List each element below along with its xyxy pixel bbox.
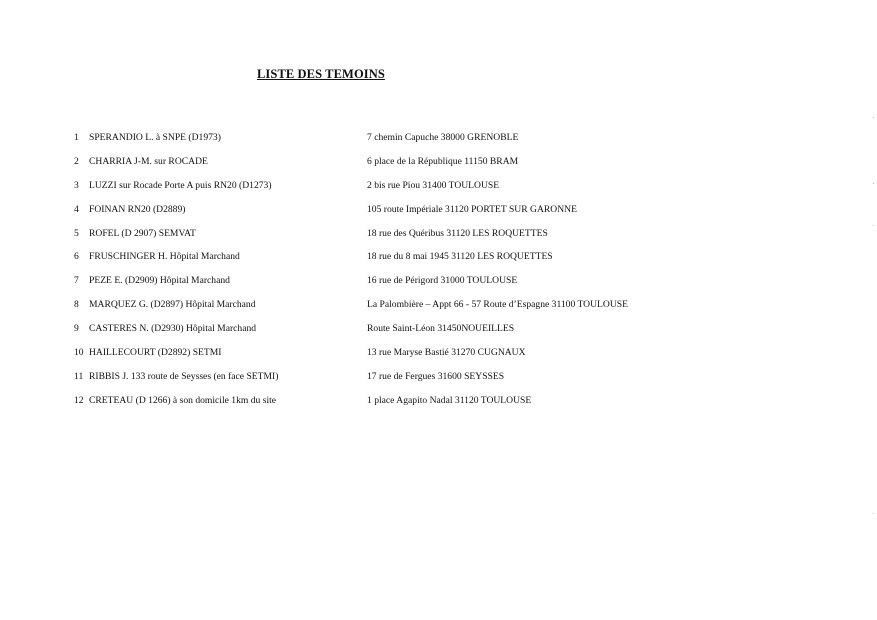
witness-row bbox=[0, 371, 877, 395]
witness-address: Route Saint-Léon 31450NOUEILLES bbox=[367, 323, 515, 335]
witness-address: 6 place de la République 11150 BRAM bbox=[367, 155, 519, 167]
witness-name: CHARRIA J-M. sur ROCADE bbox=[89, 155, 208, 167]
witness-row bbox=[0, 180, 877, 204]
witness-row bbox=[0, 204, 877, 228]
witness-address: 2 bis rue Piou 31400 TOULOUSE bbox=[367, 179, 500, 191]
witness-name: HAILLECOURT (D2892) SETMI bbox=[89, 347, 222, 359]
witness-address: 18 rue des Quéribus 31120 LES ROQUETTES bbox=[367, 227, 548, 239]
witness-number: 8 bbox=[74, 299, 79, 311]
witness-address: 105 route Impériale 31120 PORTET SUR GARONNE bbox=[367, 203, 577, 215]
witness-address: La Palombière – Appt 66 - 57 Route d’Espagne 31100 TOULOUSE bbox=[367, 299, 628, 311]
witness-number: 7 bbox=[74, 275, 79, 287]
witness-name: MARQUEZ G. (D2897) Hôpital Marchand bbox=[89, 299, 256, 311]
witness-row bbox=[0, 132, 877, 156]
witness-number: 4 bbox=[74, 203, 79, 215]
witness-name: FOINAN RN20 (D2889) bbox=[89, 203, 186, 215]
witness-name: SPERANDIO L. à SNPE (D1973) bbox=[89, 132, 221, 143]
witness-address: 16 rue de Périgord 31000 TOULOUSE bbox=[367, 275, 518, 287]
witness-number: 12 bbox=[74, 394, 84, 406]
witness-name: FRUSCHINGER H. Hôpital Marchand bbox=[89, 251, 240, 263]
witness-number: 9 bbox=[74, 323, 79, 335]
witness-name: RIBBIS J. 133 route de Seysses (en face SETMI) bbox=[89, 370, 279, 382]
witness-number: 6 bbox=[74, 251, 79, 263]
witness-name: CRETEAU (D 1266) à son domicile 1km du site bbox=[89, 394, 277, 406]
scan-speck bbox=[873, 513, 874, 514]
witness-name: ROFEL (D 2907) SEMVAT bbox=[89, 227, 196, 239]
witness-row bbox=[0, 251, 877, 275]
witness-number: 11 bbox=[74, 370, 84, 382]
witness-list bbox=[0, 132, 877, 419]
witness-number: 10 bbox=[74, 347, 84, 359]
document-title: LISTE DES TEMOINS bbox=[257, 67, 385, 81]
witness-name: PEZE E. (D2909) Hôpital Marchand bbox=[89, 275, 230, 287]
scan-speck bbox=[873, 183, 874, 184]
witness-row bbox=[0, 347, 877, 371]
witness-row bbox=[0, 275, 877, 299]
witness-number: 1 bbox=[74, 132, 79, 143]
witness-row bbox=[0, 228, 877, 252]
witness-row bbox=[0, 323, 877, 347]
witness-number: 5 bbox=[74, 227, 79, 239]
witness-name: LUZZI sur Rocade Porte A puis RN20 (D1273) bbox=[89, 179, 272, 191]
witness-address: 13 rue Maryse Bastié 31270 CUGNAUX bbox=[367, 347, 526, 359]
scan-speck bbox=[873, 117, 874, 118]
witness-address: 17 rue de Fergues 31600 SEYSSES bbox=[367, 370, 505, 382]
witness-address: 1 place Agapito Nadal 31120 TOULOUSE bbox=[367, 394, 532, 406]
scan-speck bbox=[873, 225, 874, 226]
witness-row bbox=[0, 395, 877, 419]
witness-address: 18 rue du 8 mai 1945 31120 LES ROQUETTES bbox=[367, 251, 553, 263]
witness-number: 2 bbox=[74, 155, 79, 167]
witness-number: 3 bbox=[74, 179, 79, 191]
witness-row bbox=[0, 156, 877, 180]
witness-name: CASTERES N. (D2930) Hôpital Marchand bbox=[89, 323, 257, 335]
witness-row bbox=[0, 299, 877, 323]
witness-address: 7 chemin Capuche 38000 GRENOBLE bbox=[367, 132, 519, 143]
